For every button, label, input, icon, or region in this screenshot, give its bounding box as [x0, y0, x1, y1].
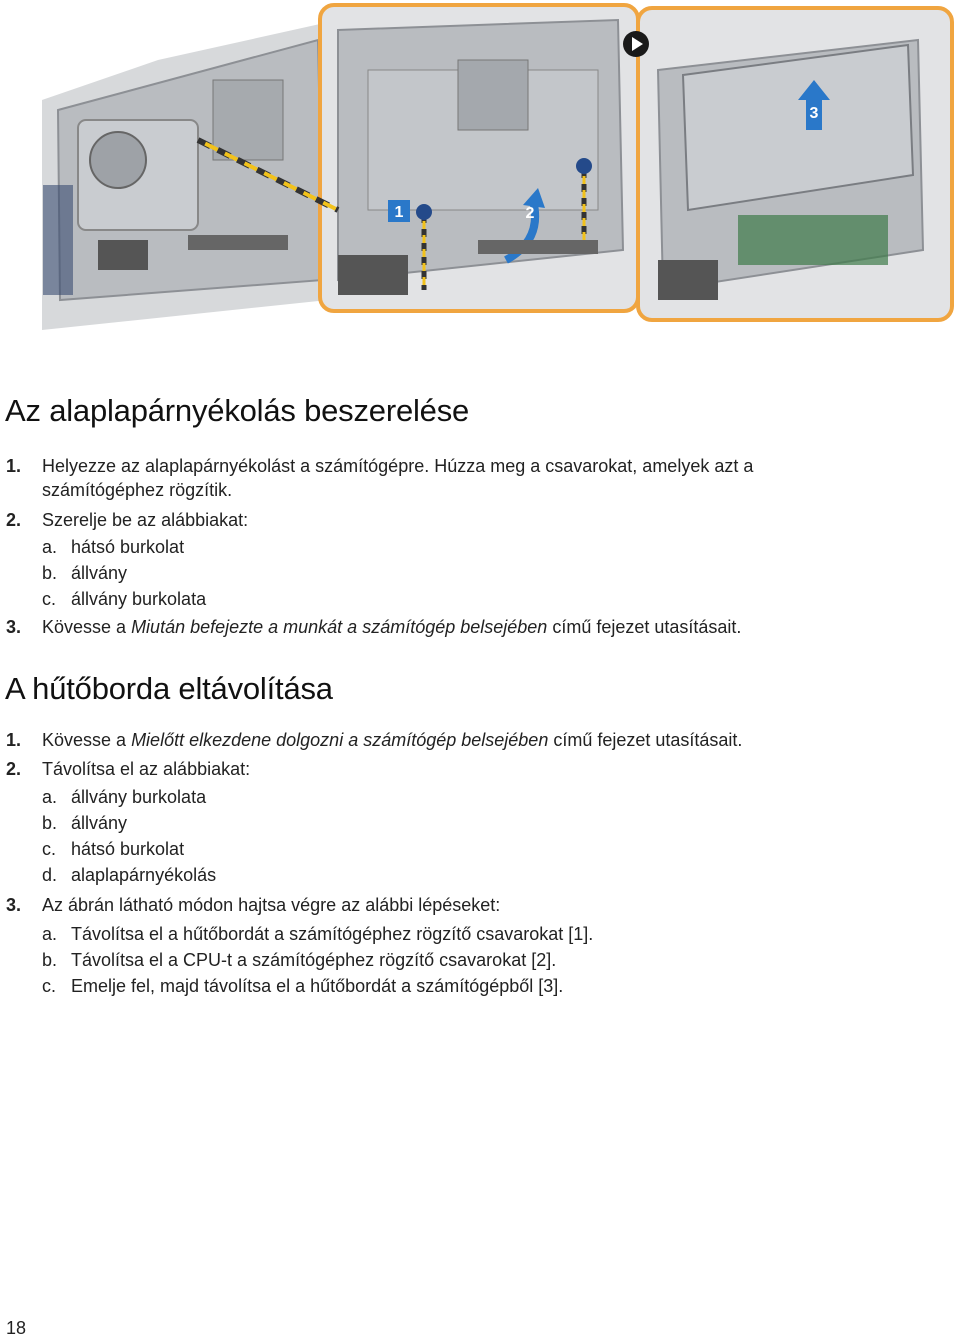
- remove-step-3: 3. Az ábrán látható módon hajtsa végre az alábbi lépéseket:: [6, 895, 501, 915]
- section-title-install: Az alaplapárnyékolás beszerelése: [5, 393, 470, 428]
- page-number: 18: [6, 1318, 27, 1338]
- heatsink-removal-illustration: [38, 0, 958, 336]
- remove-item: d. alaplapárnyékolás: [42, 865, 217, 885]
- before-working-link[interactable]: Mielőtt elkezdene dolgozni a számítógép belsejében: [131, 730, 549, 750]
- install-step-1-cont: számítógéphez rögzítik.: [42, 480, 233, 500]
- svg-text:3: 3: [809, 105, 819, 122]
- remove-item: b. állvány: [42, 813, 128, 833]
- right-photo: [623, 8, 952, 320]
- svg-text:2: 2: [525, 205, 535, 222]
- install-item: b. állvány: [42, 563, 128, 583]
- remove-item: a. állvány burkolata: [42, 787, 207, 807]
- remove-substep: a. Távolítsa el a hűtőbordát a számítógéphez rögzítő csavarokat [1].: [42, 924, 594, 944]
- remove-substep: c. Emelje fel, majd távolítsa el a hűtőbordát a számítógépből [3].: [42, 976, 564, 996]
- install-step-1: 1. Helyezze az alaplapárnyékolást a számítógépre. Húzza meg a csavarokat, amelyek azt a: [6, 456, 754, 476]
- svg-text:1: 1: [394, 204, 404, 221]
- install-step-2: 2. Szerelje be az alábbiakat:: [6, 510, 249, 530]
- remove-substep: b. Távolítsa el a CPU-t a számítógéphez rögzítő csavarokat [2].: [42, 950, 557, 970]
- remove-step-2: 2. Távolítsa el az alábbiakat:: [6, 759, 251, 779]
- after-working-link[interactable]: Miután befejezte a munkát a számítógép belsejében: [131, 617, 548, 637]
- install-item: a. hátsó burkolat: [42, 537, 185, 557]
- remove-step-1: 1. Kövesse a Mielőtt elkezdene dolgozni a számítógép belsejében című fejezet utasításait.: [6, 730, 743, 750]
- remove-item: c. hátsó burkolat: [42, 839, 185, 859]
- left-photo: [42, 20, 338, 330]
- section-title-remove-heatsink: A hűtőborda eltávolítása: [5, 671, 333, 706]
- install-item: c. állvány burkolata: [42, 589, 207, 609]
- install-step-3: 3. Kövesse a Miután befejezte a munkát a számítógép belsejében című fejezet utasításait.: [6, 617, 742, 637]
